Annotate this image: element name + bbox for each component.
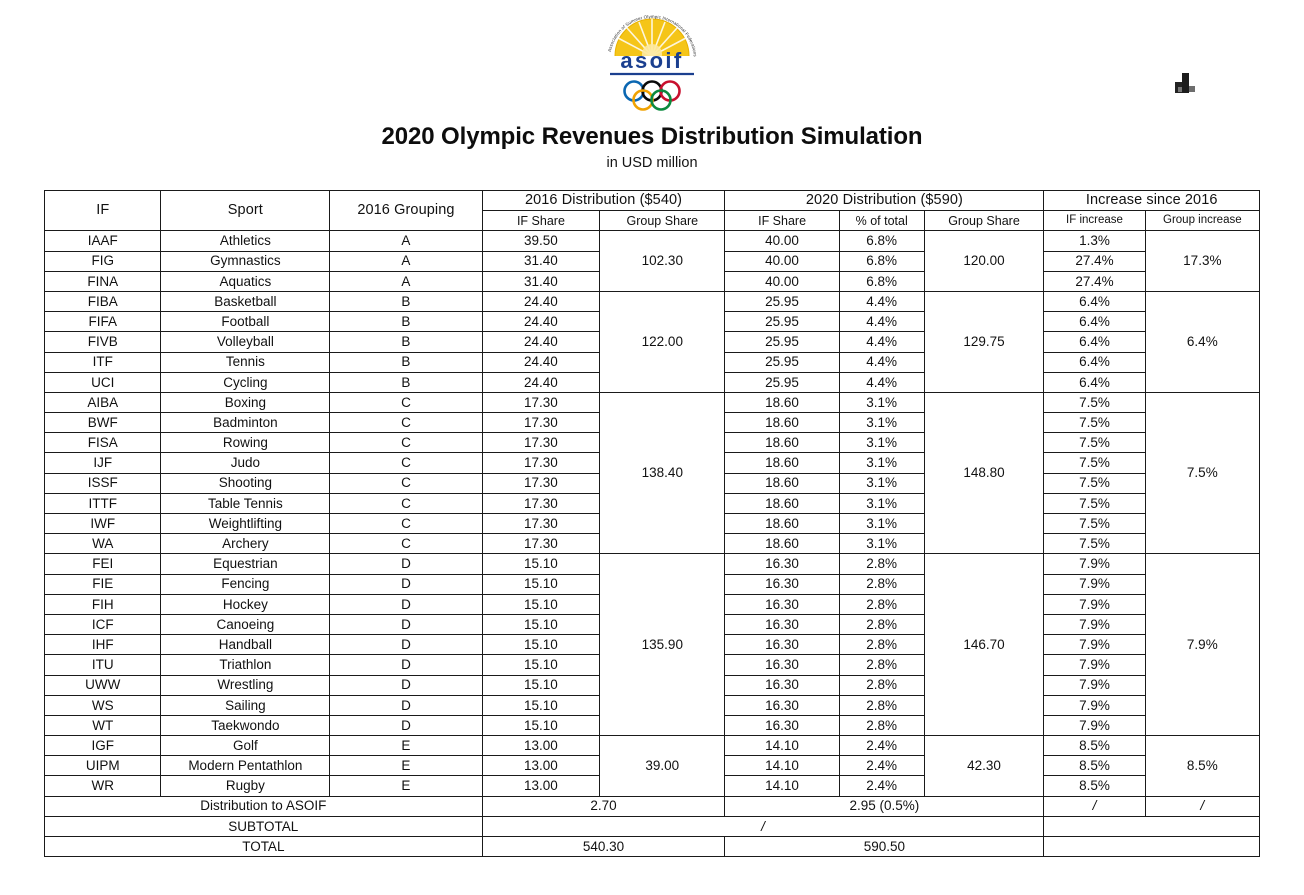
cell-if: ITF [45, 352, 161, 372]
cell-if-share-2016: 13.00 [482, 736, 600, 756]
cell-if-increase: 6.4% [1044, 352, 1145, 372]
cell-if-share-2016: 24.40 [482, 332, 600, 352]
cell-if-share-2016: 24.40 [482, 291, 600, 311]
cell-group-share-2020: 42.30 [924, 736, 1044, 797]
cell-sport: Weightlifting [161, 514, 330, 534]
cell-if-increase: 27.4% [1044, 251, 1145, 271]
cell-if-increase: 7.9% [1044, 675, 1145, 695]
cell-if: AIBA [45, 392, 161, 412]
cell-sport: Taekwondo [161, 715, 330, 735]
cell-if-share-2020: 16.30 [725, 695, 839, 715]
cell-if-share-2016: 13.00 [482, 756, 600, 776]
cell-sport: Basketball [161, 291, 330, 311]
cell-group-share-2016: 135.90 [600, 554, 725, 736]
cell-if-increase: 6.4% [1044, 312, 1145, 332]
svg-text:Association of Summer Olympic: Association of Summer Olympic International Federations [606, 13, 698, 57]
cell-if-share-2020: 14.10 [725, 756, 839, 776]
cell-if-share-2016: 17.30 [482, 453, 600, 473]
cell-if: UIPM [45, 756, 161, 776]
cell-grouping: C [330, 534, 482, 554]
footer-total-blank [1044, 837, 1260, 857]
title-block [0, 124, 1304, 171]
cell-pct-of-total: 2.4% [839, 736, 924, 756]
table-body [45, 231, 1260, 857]
cell-grouping: B [330, 291, 482, 311]
cell-if: UCI [45, 372, 161, 392]
cell-if-share-2016: 13.00 [482, 776, 600, 796]
footer-row-asoif [45, 796, 1260, 816]
cell-grouping: B [330, 352, 482, 372]
cell-sport: Badminton [161, 413, 330, 433]
cell-group-share-2020: 148.80 [924, 392, 1044, 554]
cell-sport: Gymnastics [161, 251, 330, 271]
cell-grouping: D [330, 574, 482, 594]
footer-asoif-2020: 2.95 (0.5%) [725, 796, 1044, 816]
cell-if: FINA [45, 271, 161, 291]
cell-pct-of-total: 3.1% [839, 433, 924, 453]
header-row-top [45, 191, 1260, 211]
cell-group-increase: 7.9% [1145, 554, 1259, 736]
asoif-logo [593, 8, 711, 112]
table-row [45, 392, 1260, 412]
cell-grouping: E [330, 756, 482, 776]
cell-sport: Canoeing [161, 614, 330, 634]
cell-if: WS [45, 695, 161, 715]
cell-if-share-2020: 16.30 [725, 594, 839, 614]
cell-pct-of-total: 2.8% [839, 675, 924, 695]
cell-if-increase: 6.4% [1044, 372, 1145, 392]
cell-if: WR [45, 776, 161, 796]
cell-group-share-2020: 129.75 [924, 291, 1044, 392]
footer-total-2016: 540.30 [482, 837, 725, 857]
footer-asoif-label: Distribution to ASOIF [45, 796, 483, 816]
cell-grouping: C [330, 392, 482, 412]
cell-if-share-2020: 16.30 [725, 574, 839, 594]
cell-if-increase: 7.5% [1044, 392, 1145, 412]
cell-if-increase: 7.5% [1044, 473, 1145, 493]
cell-if-share-2016: 17.30 [482, 473, 600, 493]
cell-if-share-2020: 14.10 [725, 776, 839, 796]
footer-subtotal-blank [1044, 816, 1260, 836]
cell-group-share-2020: 120.00 [924, 231, 1044, 292]
col-header-group-increase: Group increase [1145, 211, 1259, 231]
table-row [45, 291, 1260, 311]
col-header-sport: Sport [161, 191, 330, 231]
footer-total-label: TOTAL [45, 837, 483, 857]
cell-sport: Equestrian [161, 554, 330, 574]
cell-if-increase: 7.9% [1044, 655, 1145, 675]
cell-pct-of-total: 3.1% [839, 514, 924, 534]
col-header-if-share-2016: IF Share [482, 211, 600, 231]
footer-row-subtotal [45, 816, 1260, 836]
cell-if-increase: 7.9% [1044, 594, 1145, 614]
cell-sport: Golf [161, 736, 330, 756]
cell-if: IGF [45, 736, 161, 756]
cell-if-increase: 6.4% [1044, 291, 1145, 311]
cell-pct-of-total: 2.4% [839, 776, 924, 796]
cell-if-share-2016: 24.40 [482, 352, 600, 372]
cell-if-share-2016: 17.30 [482, 433, 600, 453]
cell-if-increase: 7.5% [1044, 453, 1145, 473]
cell-sport: Wrestling [161, 675, 330, 695]
cell-sport: Judo [161, 453, 330, 473]
cell-if-increase: 7.5% [1044, 433, 1145, 453]
cell-if-increase: 7.5% [1044, 413, 1145, 433]
table-row [45, 554, 1260, 574]
footer-subtotal-label: SUBTOTAL [45, 816, 483, 836]
cell-if-increase: 1.3% [1044, 231, 1145, 251]
cell-if-share-2016: 17.30 [482, 392, 600, 412]
cell-if: UWW [45, 675, 161, 695]
col-header-increase-since-2016: Increase since 2016 [1044, 191, 1260, 211]
cell-pct-of-total: 2.8% [839, 695, 924, 715]
cell-pct-of-total: 2.8% [839, 655, 924, 675]
cell-grouping: C [330, 413, 482, 433]
cell-if: FIE [45, 574, 161, 594]
cell-sport: Rugby [161, 776, 330, 796]
footer-row-total [45, 837, 1260, 857]
cell-group-share-2016: 102.30 [600, 231, 725, 292]
cell-if: FISA [45, 433, 161, 453]
cell-if-share-2020: 18.60 [725, 473, 839, 493]
footer-total-2020: 590.50 [725, 837, 1044, 857]
cell-if-share-2020: 18.60 [725, 493, 839, 513]
cell-grouping: D [330, 655, 482, 675]
cell-if-increase: 7.9% [1044, 715, 1145, 735]
cell-sport: Modern Pentathlon [161, 756, 330, 776]
cell-pct-of-total: 2.8% [839, 635, 924, 655]
footer-asoif-2016: 2.70 [482, 796, 725, 816]
cell-if: ITU [45, 655, 161, 675]
cell-if-share-2016: 15.10 [482, 675, 600, 695]
cell-grouping: C [330, 433, 482, 453]
cell-if-share-2020: 18.60 [725, 453, 839, 473]
cell-sport: Sailing [161, 695, 330, 715]
cell-sport: Shooting [161, 473, 330, 493]
cell-if-share-2020: 18.60 [725, 433, 839, 453]
cell-if-increase: 7.9% [1044, 554, 1145, 574]
cell-if-increase: 7.5% [1044, 493, 1145, 513]
cell-if-share-2020: 18.60 [725, 534, 839, 554]
cell-sport: Tennis [161, 352, 330, 372]
cell-if-share-2020: 16.30 [725, 614, 839, 634]
cell-if-increase: 7.5% [1044, 534, 1145, 554]
cell-sport: Volleyball [161, 332, 330, 352]
cell-if-increase: 7.9% [1044, 614, 1145, 634]
cell-grouping: C [330, 473, 482, 493]
cell-grouping: D [330, 715, 482, 735]
cell-pct-of-total: 3.1% [839, 473, 924, 493]
footer-asoif-group-increase: / [1145, 796, 1259, 816]
cell-group-share-2016: 122.00 [600, 291, 725, 392]
page-subtitle: in USD million [606, 155, 698, 172]
cell-if-share-2016: 31.40 [482, 251, 600, 271]
cell-if-share-2020: 25.95 [725, 372, 839, 392]
cell-if-increase: 27.4% [1044, 271, 1145, 291]
cell-grouping: C [330, 453, 482, 473]
cell-if-share-2016: 15.10 [482, 715, 600, 735]
cell-pct-of-total: 6.8% [839, 251, 924, 271]
cell-if-increase: 7.9% [1044, 695, 1145, 715]
cell-if: WT [45, 715, 161, 735]
cell-if: IHF [45, 635, 161, 655]
cell-if-increase: 8.5% [1044, 736, 1145, 756]
cell-sport: Athletics [161, 231, 330, 251]
cell-if-share-2020: 25.95 [725, 332, 839, 352]
cell-if-share-2016: 39.50 [482, 231, 600, 251]
cell-if: FIBA [45, 291, 161, 311]
table-row [45, 736, 1260, 756]
cell-pct-of-total: 4.4% [839, 332, 924, 352]
cell-grouping: B [330, 312, 482, 332]
col-header-group-share-2020: Group Share [924, 211, 1044, 231]
cell-grouping: D [330, 614, 482, 634]
cell-if-share-2020: 16.30 [725, 715, 839, 735]
cell-pct-of-total: 4.4% [839, 352, 924, 372]
cell-pct-of-total: 3.1% [839, 392, 924, 412]
logo-container [0, 8, 1304, 112]
cell-if-share-2016: 15.10 [482, 594, 600, 614]
cell-grouping: B [330, 372, 482, 392]
cell-pct-of-total: 3.1% [839, 534, 924, 554]
cell-if: FEI [45, 554, 161, 574]
cell-group-increase: 7.5% [1145, 392, 1259, 554]
cell-pct-of-total: 4.4% [839, 312, 924, 332]
footer-subtotal-value: / [482, 816, 1044, 836]
cell-sport: Aquatics [161, 271, 330, 291]
cell-if-share-2016: 15.10 [482, 635, 600, 655]
svg-text:asoif: asoif [620, 48, 684, 73]
cell-pct-of-total: 3.1% [839, 413, 924, 433]
cell-if: IJF [45, 453, 161, 473]
cell-if: IAAF [45, 231, 161, 251]
col-header-pct-of-total: % of total [839, 211, 924, 231]
cell-if-share-2016: 15.10 [482, 655, 600, 675]
cell-if-share-2016: 17.30 [482, 413, 600, 433]
cell-if: BWF [45, 413, 161, 433]
cell-pct-of-total: 6.8% [839, 271, 924, 291]
col-header-if-share-2020: IF Share [725, 211, 839, 231]
cell-if-share-2020: 25.95 [725, 352, 839, 372]
cell-pct-of-total: 2.8% [839, 614, 924, 634]
cell-if: WA [45, 534, 161, 554]
cell-grouping: D [330, 594, 482, 614]
cell-pct-of-total: 3.1% [839, 493, 924, 513]
cell-grouping: A [330, 231, 482, 251]
cell-group-share-2016: 138.40 [600, 392, 725, 554]
cell-grouping: E [330, 736, 482, 756]
cell-grouping: D [330, 635, 482, 655]
cell-if-share-2020: 40.00 [725, 231, 839, 251]
table-row [45, 231, 1260, 251]
cell-if: ISSF [45, 473, 161, 493]
cell-if-increase: 8.5% [1044, 776, 1145, 796]
cell-if: FIG [45, 251, 161, 271]
cell-pct-of-total: 2.8% [839, 715, 924, 735]
cell-if-share-2020: 16.30 [725, 635, 839, 655]
cell-if-share-2020: 25.95 [725, 291, 839, 311]
col-header-group-share-2016: Group Share [600, 211, 725, 231]
cell-group-share-2016: 39.00 [600, 736, 725, 797]
cell-if: FIH [45, 594, 161, 614]
col-header-2020-distribution: 2020 Distribution ($590) [725, 191, 1044, 211]
cell-if: FIVB [45, 332, 161, 352]
cell-pct-of-total: 2.4% [839, 756, 924, 776]
cell-pct-of-total: 2.8% [839, 594, 924, 614]
cell-sport: Boxing [161, 392, 330, 412]
cell-sport: Triathlon [161, 655, 330, 675]
cell-if: ICF [45, 614, 161, 634]
cell-pct-of-total: 6.8% [839, 231, 924, 251]
cell-sport: Cycling [161, 372, 330, 392]
revenue-distribution-table [44, 190, 1260, 857]
cell-sport: Table Tennis [161, 493, 330, 513]
cell-if-share-2020: 18.60 [725, 413, 839, 433]
cell-if-share-2020: 40.00 [725, 271, 839, 291]
revenue-distribution-table-wrap [44, 190, 1260, 857]
cell-if-increase: 6.4% [1044, 332, 1145, 352]
cell-sport: Football [161, 312, 330, 332]
cell-grouping: D [330, 675, 482, 695]
cell-if-share-2020: 16.30 [725, 675, 839, 695]
cell-if-share-2016: 15.10 [482, 554, 600, 574]
table-head [45, 191, 1260, 231]
cell-if-share-2020: 18.60 [725, 392, 839, 412]
cell-sport: Hockey [161, 594, 330, 614]
cell-if: IWF [45, 514, 161, 534]
cell-if-share-2016: 17.30 [482, 534, 600, 554]
cell-group-increase: 6.4% [1145, 291, 1259, 392]
cell-grouping: A [330, 251, 482, 271]
col-header-2016-distribution: 2016 Distribution ($540) [482, 191, 725, 211]
cell-grouping: A [330, 271, 482, 291]
cell-if-share-2016: 17.30 [482, 493, 600, 513]
cell-if-share-2016: 15.10 [482, 614, 600, 634]
col-header-if-increase: IF increase [1044, 211, 1145, 231]
col-header-if: IF [45, 191, 161, 231]
cell-group-increase: 8.5% [1145, 736, 1259, 797]
cell-pct-of-total: 3.1% [839, 453, 924, 473]
cell-if-increase: 7.9% [1044, 635, 1145, 655]
cell-sport: Handball [161, 635, 330, 655]
cell-if-share-2020: 16.30 [725, 554, 839, 574]
cell-if-increase: 8.5% [1044, 756, 1145, 776]
cell-if-share-2016: 15.10 [482, 695, 600, 715]
cell-sport: Archery [161, 534, 330, 554]
cell-if: FIFA [45, 312, 161, 332]
cell-if: ITTF [45, 493, 161, 513]
cell-if-increase: 7.5% [1044, 514, 1145, 534]
cell-if-increase: 7.9% [1044, 574, 1145, 594]
cell-grouping: E [330, 776, 482, 796]
cell-grouping: D [330, 554, 482, 574]
cell-grouping: C [330, 493, 482, 513]
scan-artifact [1168, 72, 1202, 98]
cell-sport: Rowing [161, 433, 330, 453]
cell-if-share-2016: 15.10 [482, 574, 600, 594]
cell-if-share-2016: 31.40 [482, 271, 600, 291]
cell-grouping: C [330, 514, 482, 534]
cell-pct-of-total: 4.4% [839, 291, 924, 311]
cell-pct-of-total: 4.4% [839, 372, 924, 392]
cell-pct-of-total: 2.8% [839, 574, 924, 594]
cell-if-share-2020: 14.10 [725, 736, 839, 756]
cell-group-share-2020: 146.70 [924, 554, 1044, 736]
cell-group-increase: 17.3% [1145, 231, 1259, 292]
cell-if-share-2016: 24.40 [482, 372, 600, 392]
cell-grouping: D [330, 695, 482, 715]
col-header-grouping: 2016 Grouping [330, 191, 482, 231]
cell-if-share-2016: 17.30 [482, 514, 600, 534]
cell-if-share-2020: 18.60 [725, 514, 839, 534]
cell-grouping: B [330, 332, 482, 352]
footer-asoif-if-increase: / [1044, 796, 1145, 816]
cell-if-share-2020: 40.00 [725, 251, 839, 271]
cell-sport: Fencing [161, 574, 330, 594]
cell-if-share-2020: 25.95 [725, 312, 839, 332]
page-title: 2020 Olympic Revenues Distribution Simulation [381, 123, 923, 150]
cell-if-share-2020: 16.30 [725, 655, 839, 675]
cell-pct-of-total: 2.8% [839, 554, 924, 574]
cell-if-share-2016: 24.40 [482, 312, 600, 332]
